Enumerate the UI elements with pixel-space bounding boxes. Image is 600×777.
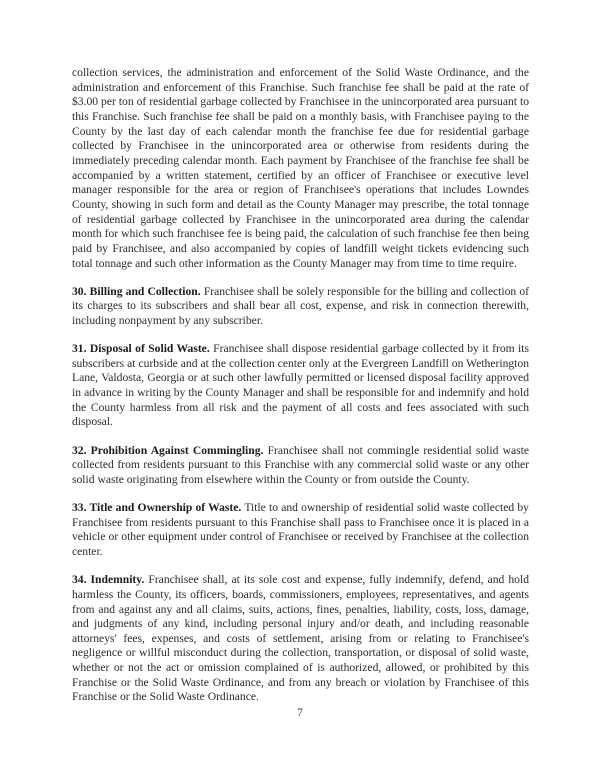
paragraph-heading: 31. Disposal of Solid Waste.	[72, 342, 210, 356]
paragraph-heading: 32. Prohibition Against Commingling.	[72, 443, 264, 457]
paragraph-section-31-disposal-of-solid-waste	[72, 342, 529, 430]
page-number: 7	[297, 706, 303, 719]
document-text-block	[72, 66, 529, 705]
paragraph-section-32-prohibition-against-commingling	[72, 444, 529, 488]
paragraph-body: Franchisee shall be solely responsible for the billing and collection of its charges to its subscribers and shall bear all cost, expense, and risk in connection therewith, including nonpayment by any subscriber.	[72, 284, 530, 327]
paragraph-body: collection services, the administration and enforcement of the Solid Waste Ordinance, and the administration and enforcement of this Franchise. Such franchise fee shall be paid at the rate of $3.00 per ton of residential garbage collected by Franchisee in the unincorporated area pursuant to this Franchise. Such franchise fee shall be paid on a monthly basis, with Franchisee paying to the County by the last day of each calendar month the franchise fee due for residential garbage collected by Franchisee in the unincorporated area or otherwise from residents during the immediately preceding calendar month. Each payment by Franchisee of the franchise fee shall be accompanied by a written statement, certified by an officer of Franchisee or executive level manager responsible for the area or region of Franchisee's operations that includes Lowndes County, showing in such form and detail as the County Manager may prescribe, the total tonnage of residential garbage collected by Franchisee in the unincorporated area during the calendar month for which such franchisee fee is being paid, the calculation of such franchise fee then being paid by Franchisee, and also accompanied by copies of landfill weight tickets evidencing such total tonnage and such other information as the County Manager may from time to time require.	[72, 66, 529, 270]
paragraph-section-34-indemnity	[72, 573, 529, 705]
paragraph-body: Franchisee shall, at its sole cost and expense, fully indemnify, defend, and hold harmless the County, its officers, boards, commissioners, employees, representatives, and agents from and against any and all claims, suits, actions, fines, penalties, liability, costs, loss, damage, and judgments of any kind, including personal injury and/or death, and including reasonable attorneys' fees, expenses, and costs of settlement, arising from or relating to Franchisee's negligence or willful misconduct during the collection, transportation, or disposal of solid waste, whether or not the act or omission complained of is authorized, allowed, or prohibited by this Franchise or the Solid Waste Ordinance, and from any breach or violation by Franchisee of this Franchise or the Solid Waste Ordinance.	[72, 573, 529, 704]
paragraph-body: Franchisee shall dispose residential garbage collected by it from its subscribers at curbside and at the collection center only at the Evergreen Landfill on Wetherington Lane, Valdosta, Georgia or at such other lawfully permitted or licensed disposal facility approved in advance in writing by the County Manager and shall be responsible for and indemnify and hold the County harmless from all risk and the payment of all costs and fees associated with such disposal.	[72, 342, 529, 429]
paragraph-heading: 34. Indemnity.	[72, 573, 145, 587]
paragraph-franchise-fee-continuation	[72, 66, 529, 271]
paragraph-section-33-title-and-ownership-of-waste	[72, 501, 529, 560]
paragraph-body: Title to and ownership of residential solid waste collected by Franchisee from residents pursuant to this Franchise shall pass to Franchisee once it is placed in a vehicle or other equipment under control of Franchisee or received by Franchisee at the collection center.	[72, 501, 529, 559]
paragraph-heading: 30. Billing and Collection.	[72, 284, 201, 298]
paragraph-body: Franchisee shall not commingle residential solid waste collected from residents pursuant to this Franchise with any commercial solid waste or any other solid waste originating from elsewhere within the County or from outside the County.	[72, 443, 529, 486]
paragraph-section-30-billing-and-collection	[72, 285, 529, 329]
paragraph-heading: 33. Title and Ownership of Waste.	[72, 501, 242, 515]
